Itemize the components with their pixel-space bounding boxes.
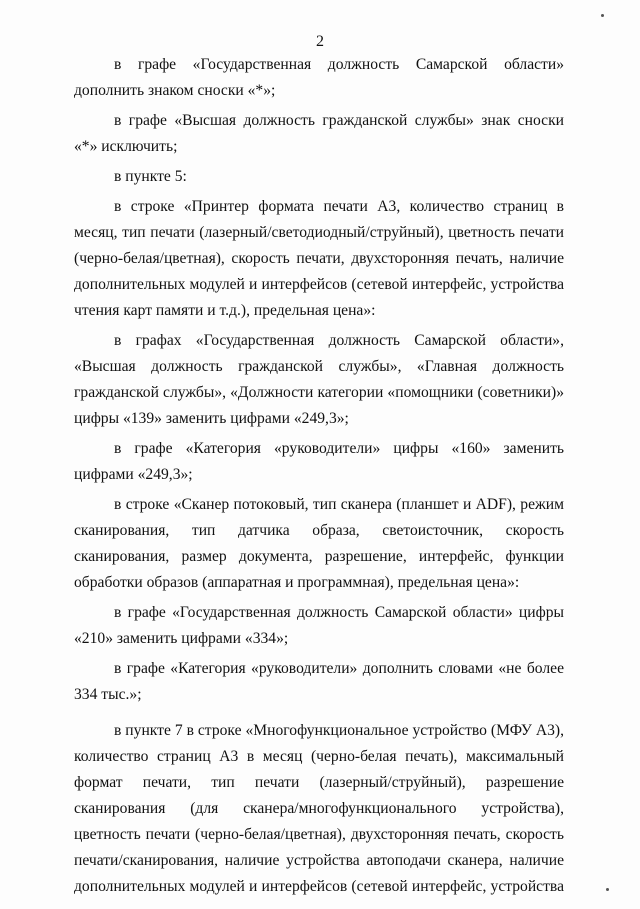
document-body — [74, 52, 564, 900]
paragraph: в пункте 7 в строке «Многофункциональное устройство (МФУ А3), количество страниц А3 в месяц (черно-белая печать), максимальный формат печати, тип печати (лазерный/струйный), разрешение сканирования (для сканера/многофункционального устройства), цветность печати (черно-белая/цветная), двухсторонняя печать, скорость печати/сканирования, наличие устройства автоподачи сканера, наличие дополнительных модулей и интерфейсов (сетевой интерфейс, устройства — [74, 722, 564, 895]
paragraph: в графе «Государственная должность Самарской области» цифры «210» заменить цифрами «334»; — [74, 604, 564, 647]
paragraph: в строке «Принтер формата печати А3, количество страниц в месяц, тип печати (лазерный/светодиодный/струйный), цветность печати (черно-белая/цветная), скорость печати, двухсторонняя печать, наличие дополнительных модулей и интерфейсов (сетевой интерфейс, устройства чтения карт памяти и т.д.), предельная цена»: — [74, 198, 564, 319]
paragraph: в графе «Категория «руководители» дополнить словами «не более 334 тыс.»; — [74, 660, 564, 703]
paragraph: в графе «Высшая должность гражданской службы» знак сноски «*» исключить; — [74, 112, 564, 155]
paragraph: в пункте 5: — [114, 168, 187, 185]
page-number: 2 — [316, 33, 324, 50]
paragraph: в графах «Государственная должность Самарской области», «Высшая должность гражданской службы», «Главная должность гражданской службы», «Должности категории «помощники (советники)» цифры «139» заменить цифрами «249,3»; — [74, 332, 564, 427]
scan-dot — [601, 14, 604, 17]
paragraph: в строке «Сканер потоковый, тип сканера (планшет и ADF), режим сканирования, тип датчика образа, светоисточник, скорость сканирования, размер документа, разрешение, интерфейс, функции обработки образов (аппаратная и программная), предельная цена»: — [74, 496, 564, 591]
scan-dot — [606, 888, 609, 891]
paragraph: в графе «Государственная должность Самарской области» дополнить знаком сноски «*»; — [74, 56, 564, 99]
paragraph: в графе «Категория «руководители» цифры «160» заменить цифрами «249,3»; — [74, 440, 564, 483]
